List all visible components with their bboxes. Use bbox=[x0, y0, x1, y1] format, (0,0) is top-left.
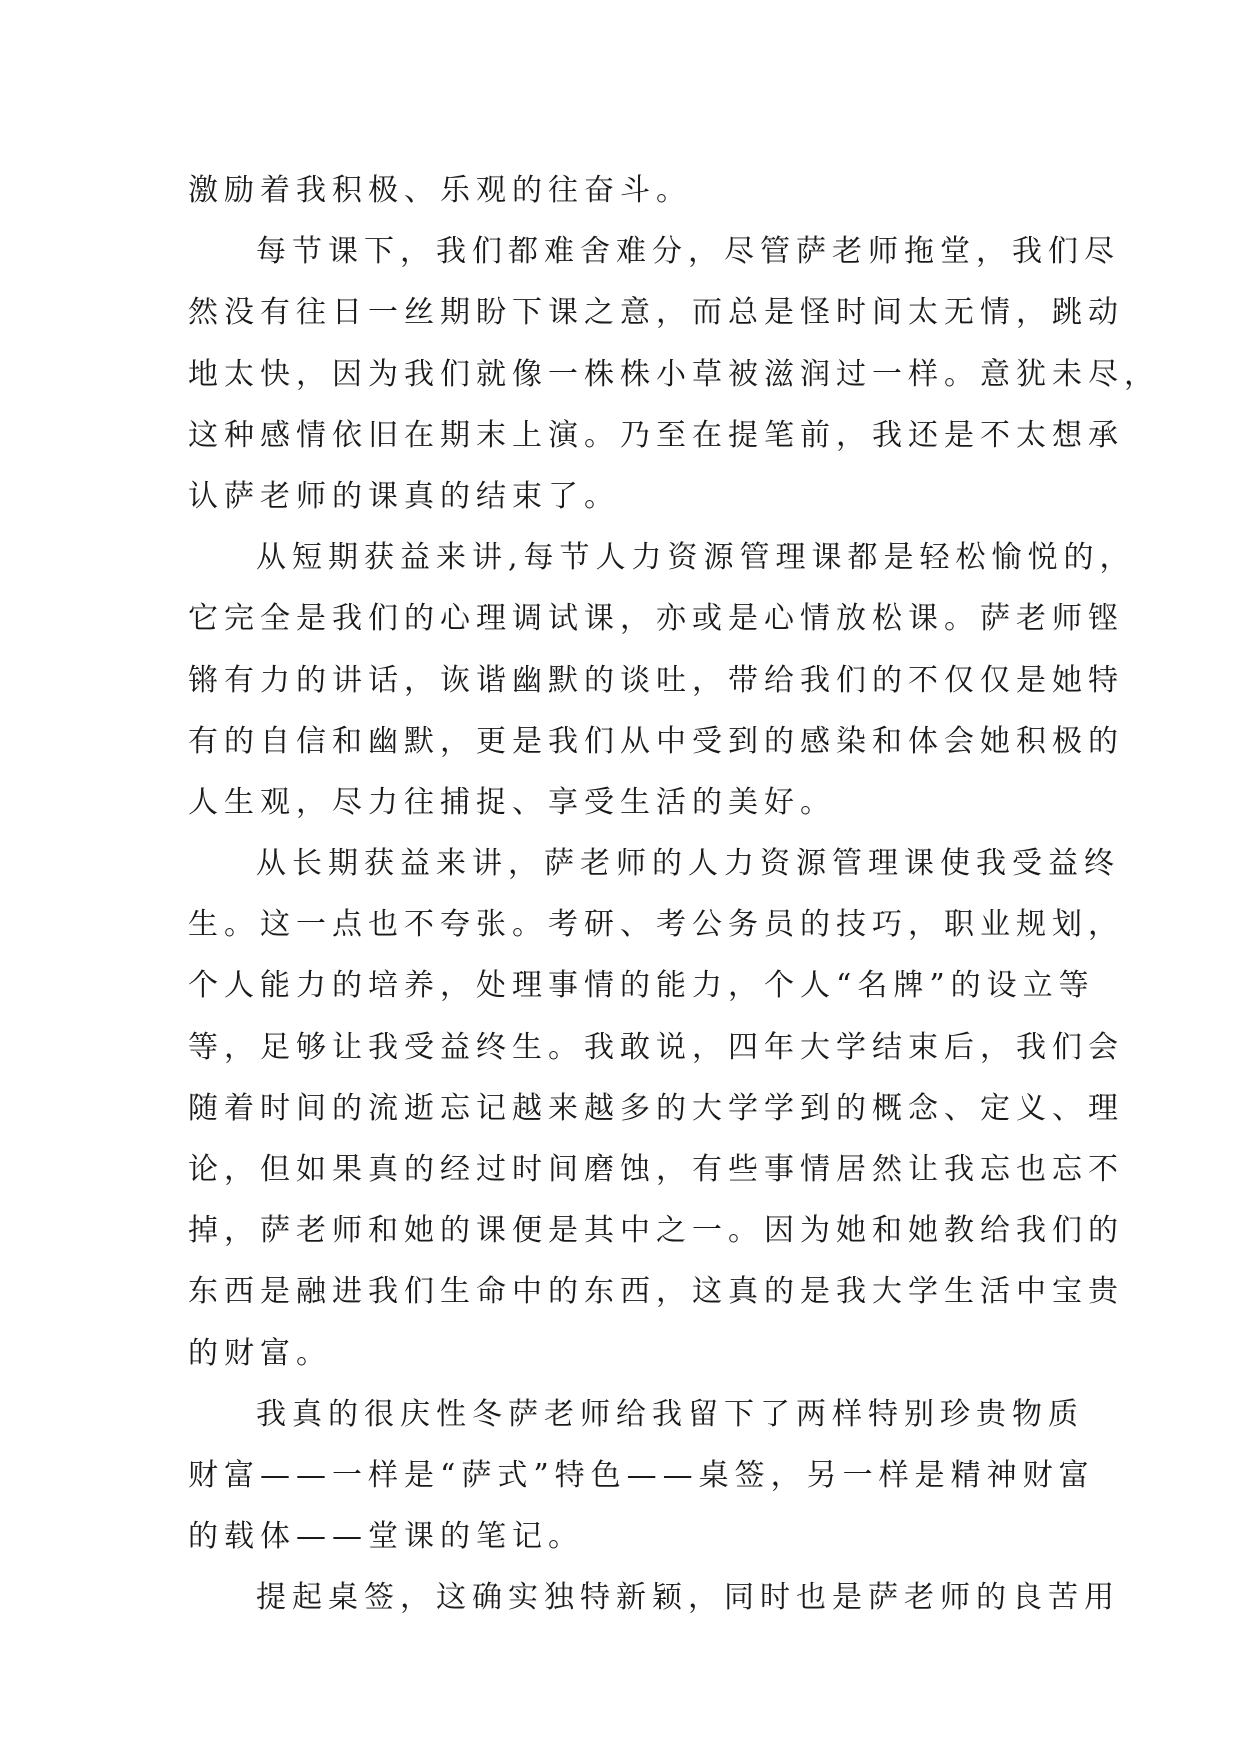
text-line: 财富——一样是“萨式”特色——桌签，另一样是精神财富 bbox=[188, 1457, 1095, 1493]
text-line: 从短期获益来讲,每节人力资源管理课都是轻松愉悦的， bbox=[256, 540, 1136, 576]
text-line: 的载体——堂课的笔记。 bbox=[188, 1519, 584, 1555]
text-line: 生。这一点也不夸张。考研、考公务员的技巧，职业规划， bbox=[188, 907, 1124, 943]
text-line: 这种感情依旧在期末上演。乃至在提笔前，我还是不太想承 bbox=[188, 417, 1124, 453]
text-line: 认萨老师的课真的结束了。 bbox=[188, 478, 620, 514]
text-line: 提起桌签，这确实独特新颖，同时也是萨老师的良苦用 bbox=[256, 1580, 1120, 1616]
text-line: 随着时间的流逝忘记越来越多的大学学到的概念、定义、理 bbox=[188, 1090, 1124, 1126]
text-line: 它完全是我们的心理调试课，亦或是心情放松课。萨老师铿 bbox=[188, 601, 1124, 637]
text-line: 地太快，因为我们就像一株株小草被滋润过一样。意犹未尽， bbox=[188, 356, 1160, 392]
text-line: 的财富。 bbox=[188, 1335, 332, 1371]
text-line: 每节课下，我们都难舍难分，尽管萨老师拖堂，我们尽 bbox=[256, 234, 1120, 270]
text-line: 我真的很庆性冬萨老师给我留下了两样特别珍贵物质 bbox=[256, 1396, 1084, 1432]
text-line: 从长期获益来讲，萨老师的人力资源管理课使我受益终 bbox=[256, 846, 1120, 882]
text-line: 等，足够让我受益终生。我敢说，四年大学结束后，我们会 bbox=[188, 1029, 1124, 1065]
document-body-text bbox=[188, 160, 1160, 1629]
text-line: 锵有力的讲话，诙谐幽默的谈吐，带给我们的不仅仅是她特 bbox=[188, 662, 1124, 698]
text-line: 有的自信和幽默，更是我们从中受到的感染和体会她积极的 bbox=[188, 723, 1124, 759]
text-line: 论，但如果真的经过时间磨蚀，有些事情居然让我忘也忘不 bbox=[188, 1152, 1124, 1187]
text-line: 然没有往日一丝期盼下课之意，而总是怪时间太无情，跳动 bbox=[188, 295, 1124, 331]
text-line: 东西是融进我们生命中的东西，这真的是我大学生活中宝贵 bbox=[188, 1274, 1124, 1310]
text-line: 激励着我积极、乐观的往奋斗。 bbox=[188, 173, 692, 208]
text-line: 个人能力的培养，处理事情的能力，个人“名牌”的设立等 bbox=[188, 968, 1095, 1004]
text-line: 人生观，尽力往捕捉、享受生活的美好。 bbox=[188, 784, 836, 820]
text-line: 掉，萨老师和她的课便是其中之一。因为她和她教给我们的 bbox=[188, 1213, 1124, 1249]
